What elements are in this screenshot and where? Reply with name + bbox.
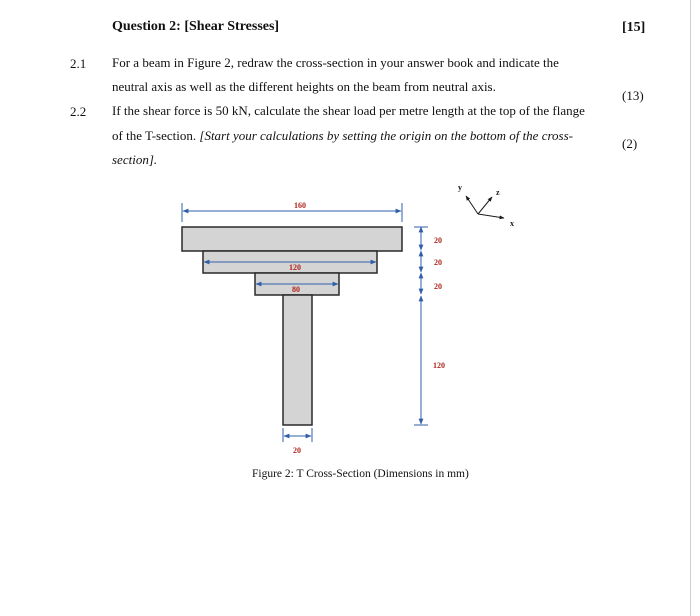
axis-z-label: z	[496, 188, 500, 197]
dim-flange3-height-label: 20	[434, 282, 442, 291]
dim-lower-width-label: 80	[292, 285, 300, 294]
question-title: Question 2: [Shear Stresses]	[112, 19, 280, 34]
coordinate-axes-icon	[458, 183, 514, 228]
item-number-2-1: 2.1	[70, 56, 87, 71]
dim-flange1-height-label: 20	[434, 236, 442, 245]
item-2-1-marks: (13)	[622, 88, 644, 103]
dim-top-width-label: 160	[294, 201, 306, 210]
question-total-marks: [15]	[622, 20, 646, 35]
item-2-1-line-1: For a beam in Figure 2, redraw the cross-section in your answer book and indicate the	[112, 55, 559, 70]
item-2-2-marks: (2)	[622, 136, 638, 151]
web	[283, 295, 312, 425]
dim-web-height-label: 120	[433, 361, 445, 370]
axis-y-label: y	[458, 183, 462, 192]
figure-caption: Figure 2: T Cross-Section (Dimensions in mm)	[252, 468, 469, 480]
dim-web-width-label: 20	[293, 446, 301, 455]
item-2-1-line-2: neutral axis as well as the different heights on the beam from neutral axis.	[112, 79, 496, 94]
dim-flange2-height-label: 20	[434, 258, 442, 267]
dim-middle-width-label: 120	[289, 263, 301, 272]
item-number-2-2: 2.2	[70, 104, 87, 119]
item-2-2-line-1: If the shear force is 50 kN, calculate the shear load per metre length at the top of the flange	[112, 103, 585, 118]
item-2-2-line-3: section].	[112, 152, 158, 167]
top-flange	[182, 227, 402, 251]
item-2-2-line-2-plain: of the T-section.	[112, 128, 200, 143]
item-2-2-line-2-italic: [Start your calculations by setting the origin on the bottom of the cross-	[199, 128, 573, 143]
axis-x-label: x	[510, 219, 514, 228]
